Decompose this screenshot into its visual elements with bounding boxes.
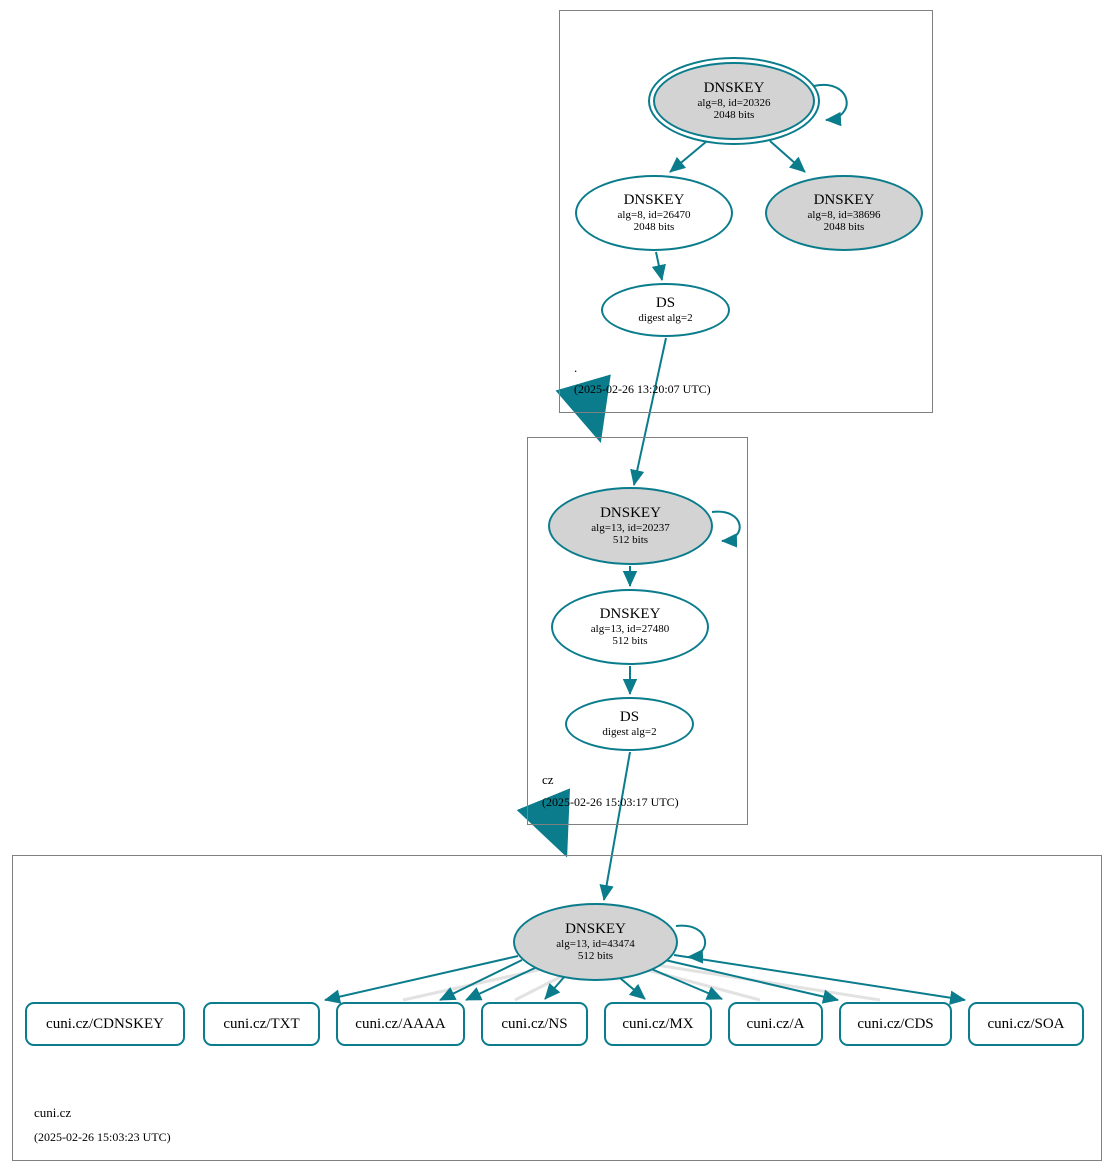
- node-subline-1: alg=8, id=26470: [617, 209, 691, 222]
- node-dnskey-cz-ksk-20237[interactable]: [548, 487, 713, 565]
- rrset-cuni-cz-aaaa[interactable]: [336, 1002, 465, 1046]
- node-subline-2: 512 bits: [612, 635, 648, 648]
- node-subline-2: 2048 bits: [713, 109, 755, 122]
- node-title: DNSKEY: [703, 80, 765, 97]
- zone-date-root: (2025-02-26 13:20:07 UTC): [574, 382, 711, 396]
- rrset-label: cuni.cz/CDNSKEY: [46, 1015, 164, 1032]
- node-title: DNSKEY: [623, 192, 685, 209]
- rrset-cuni-cz-a[interactable]: [728, 1002, 823, 1046]
- node-dnskey-cz-zsk-27480[interactable]: [551, 589, 709, 665]
- node-dnskey-root-ksk-20326[interactable]: [653, 62, 815, 140]
- node-subline-1: alg=13, id=43474: [556, 938, 635, 951]
- rrset-cuni-cz-soa[interactable]: [968, 1002, 1084, 1046]
- node-subline-1: alg=8, id=38696: [807, 209, 881, 222]
- rrset-label: cuni.cz/SOA: [987, 1015, 1065, 1032]
- rrset-cuni-cz-mx[interactable]: [604, 1002, 712, 1046]
- node-subline-1: alg=13, id=27480: [590, 623, 670, 636]
- node-ds-cz-to-cunicz[interactable]: [565, 697, 694, 751]
- node-subline-1: alg=13, id=20237: [591, 522, 670, 535]
- node-subline-2: 512 bits: [577, 950, 614, 963]
- node-subline-2: 2048 bits: [633, 221, 675, 234]
- node-dnskey-root-zsk-38696[interactable]: [765, 175, 923, 251]
- rrset-label: cuni.cz/TXT: [223, 1015, 300, 1032]
- node-subline-2: 2048 bits: [823, 221, 865, 234]
- rrset-cuni-cz-cdnskey[interactable]: [25, 1002, 185, 1046]
- zone-label-cunicz: cuni.cz: [34, 1105, 72, 1120]
- node-dnskey-root-zsk-26470[interactable]: [575, 175, 733, 251]
- node-dnskey-cunicz-ksk-43474[interactable]: [513, 903, 678, 981]
- rrset-label: cuni.cz/NS: [501, 1015, 568, 1032]
- rrset-cuni-cz-txt[interactable]: [203, 1002, 320, 1046]
- node-ds-root-to-cz[interactable]: [601, 283, 730, 337]
- node-title: DS: [619, 709, 640, 726]
- node-subline-1: alg=8, id=20326: [697, 97, 771, 110]
- node-subline-1: digest alg=2: [638, 312, 693, 325]
- rrset-label: cuni.cz/CDS: [857, 1015, 934, 1032]
- node-title: DNSKEY: [813, 192, 875, 209]
- zone-label-root: .: [574, 360, 578, 375]
- node-subline-2: 512 bits: [612, 534, 649, 547]
- node-title: DNSKEY: [600, 505, 661, 522]
- rrset-cuni-cz-ns[interactable]: [481, 1002, 588, 1046]
- node-title: DS: [655, 295, 676, 312]
- rrset-cuni-cz-cds[interactable]: [839, 1002, 952, 1046]
- rrset-label: cuni.cz/A: [746, 1015, 805, 1032]
- zone-date-cz: (2025-02-26 15:03:17 UTC): [542, 795, 679, 809]
- node-subline-1: digest alg=2: [602, 726, 657, 739]
- rrset-label: cuni.cz/MX: [622, 1015, 694, 1032]
- node-title: DNSKEY: [565, 921, 626, 938]
- rrset-label: cuni.cz/AAAA: [355, 1015, 446, 1032]
- node-title: DNSKEY: [599, 606, 661, 623]
- zone-date-cunicz: (2025-02-26 15:03:23 UTC): [34, 1130, 171, 1144]
- zone-label-cz: cz: [542, 772, 554, 787]
